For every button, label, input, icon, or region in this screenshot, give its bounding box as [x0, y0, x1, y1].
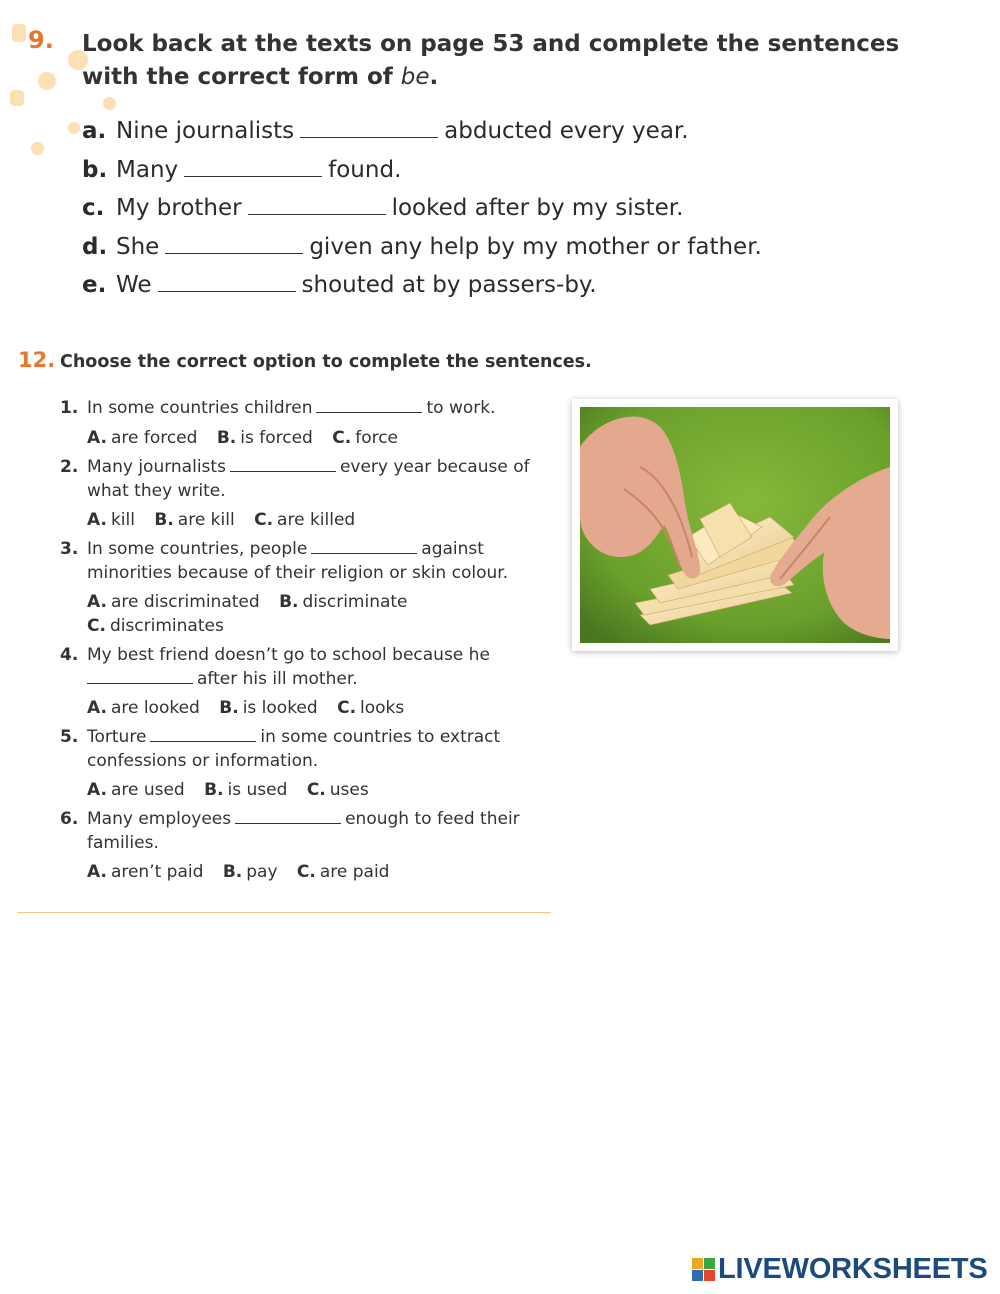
- answer-blank[interactable]: [165, 239, 303, 254]
- exercise-12-number: 12.: [18, 348, 56, 372]
- question-number: 5.: [60, 727, 79, 747]
- item-text-after: abducted every year.: [444, 118, 689, 144]
- exercise-9-number: 9.: [28, 26, 54, 54]
- instruction-end: .: [429, 64, 439, 90]
- option-text: are killed: [277, 510, 356, 530]
- option-letter: A.: [87, 862, 107, 882]
- item-label: b.: [82, 156, 108, 183]
- option-letter: C.: [306, 780, 326, 800]
- answer-blank[interactable]: [184, 162, 322, 177]
- question-number: 1.: [60, 398, 79, 418]
- option-text: are forced: [110, 427, 198, 448]
- item-label: c.: [82, 195, 105, 221]
- option-c[interactable]: [307, 780, 369, 800]
- list-item: [82, 234, 762, 273]
- decorative-dot: [68, 122, 80, 134]
- question-options: [87, 861, 540, 885]
- option-text: is looked: [242, 698, 318, 718]
- option-letter: C.: [337, 698, 357, 718]
- answer-blank[interactable]: [311, 541, 417, 554]
- option-a[interactable]: [87, 592, 260, 612]
- item-text-after: given any help by my mother or father.: [309, 233, 762, 260]
- option-text: discriminates: [109, 615, 224, 636]
- option-letter: A.: [87, 592, 107, 612]
- answer-blank[interactable]: [248, 200, 386, 215]
- question-text: [87, 538, 540, 585]
- question-options: [87, 509, 540, 533]
- question-text-after: enough to feed their families.: [87, 809, 520, 853]
- option-text: looks: [360, 698, 405, 718]
- question-text-before: In some countries, people: [87, 539, 308, 559]
- item-text-before: We: [116, 272, 152, 298]
- question-text-before: My best friend doesn’t go to school because he: [87, 645, 490, 665]
- option-letter: A.: [87, 510, 107, 530]
- question-number: 6.: [60, 809, 79, 829]
- item-label: a.: [82, 118, 107, 144]
- question-text-before: Torture: [87, 727, 147, 747]
- item-label: d.: [82, 233, 108, 260]
- exercise-9-list: [82, 118, 762, 311]
- liveworksheets-logo[interactable]: [692, 1254, 988, 1284]
- money-in-hands-photo: [572, 399, 898, 651]
- option-letter: B.: [204, 780, 224, 800]
- option-c[interactable]: [254, 510, 355, 530]
- exercise-12-instruction: Choose the correct option to complete the sentences.: [60, 352, 592, 372]
- answer-blank[interactable]: [158, 277, 296, 292]
- option-c[interactable]: [87, 616, 224, 636]
- logo-text: LIVEWORKSHEETS: [718, 1252, 988, 1285]
- option-letter: C.: [332, 427, 352, 448]
- option-letter: C.: [296, 862, 316, 882]
- question-text: [87, 397, 540, 421]
- question-4: [60, 644, 540, 721]
- option-text: are discriminated: [110, 592, 260, 612]
- option-b[interactable]: [279, 592, 407, 612]
- answer-blank[interactable]: [230, 459, 336, 472]
- option-letter: B.: [154, 510, 174, 530]
- item-label: e.: [82, 272, 107, 298]
- exercise-9-instruction: [82, 28, 942, 94]
- item-text-before: She: [116, 233, 160, 260]
- decorative-dot: [10, 90, 24, 106]
- option-letter: B.: [219, 698, 239, 718]
- question-text: [87, 456, 540, 503]
- option-a[interactable]: [87, 510, 135, 530]
- option-letter: B.: [222, 862, 243, 882]
- question-text-before: Many employees: [87, 809, 232, 829]
- item-text-after: found.: [328, 156, 402, 183]
- option-letter: A.: [87, 698, 107, 718]
- item-text-before: Nine journalists: [116, 118, 295, 144]
- question-text-after: every year because of what they write.: [87, 457, 530, 501]
- answer-blank[interactable]: [300, 123, 438, 138]
- question-text-before: In some countries children: [87, 398, 313, 418]
- question-options: [87, 779, 540, 803]
- option-text: are looked: [110, 698, 200, 718]
- option-a[interactable]: [87, 862, 203, 882]
- option-text: aren’t paid: [110, 862, 204, 882]
- option-b[interactable]: [217, 428, 313, 448]
- question-text-after: against minorities because of their religion or skin colour.: [87, 539, 509, 583]
- instruction-text: Look back at the texts on page 53 and complete the sentences with the correct form of: [82, 31, 900, 90]
- section-divider: [17, 912, 551, 913]
- question-number: 2.: [60, 457, 79, 477]
- option-letter: A.: [87, 780, 107, 800]
- option-text: are used: [110, 780, 185, 800]
- option-text: kill: [110, 510, 135, 530]
- question-text-after: to work.: [426, 398, 496, 418]
- list-item: [82, 195, 762, 234]
- question-text-before: Many journalists: [87, 457, 226, 477]
- option-text: are paid: [319, 862, 390, 882]
- option-letter: B.: [216, 427, 237, 448]
- list-item: [82, 157, 762, 196]
- option-letter: C.: [254, 510, 274, 530]
- question-options: [87, 427, 540, 451]
- option-text: pay: [246, 862, 278, 882]
- option-text: discriminate: [302, 592, 408, 612]
- option-a[interactable]: [87, 698, 200, 718]
- question-text: [87, 644, 540, 691]
- item-text-after: looked after by my sister.: [391, 195, 684, 221]
- option-text: uses: [329, 780, 369, 800]
- option-c[interactable]: [297, 862, 390, 882]
- answer-blank[interactable]: [316, 400, 422, 413]
- question-options: [87, 697, 540, 721]
- option-c[interactable]: [337, 698, 404, 718]
- option-b[interactable]: [204, 780, 287, 800]
- option-text: is used: [227, 780, 288, 800]
- logo-mark-icon: [692, 1258, 715, 1281]
- photo-illustration: [580, 407, 890, 643]
- list-item: [82, 272, 762, 311]
- question-6: [60, 808, 540, 885]
- question-5: [60, 726, 540, 803]
- option-b[interactable]: [154, 510, 234, 530]
- decorative-dot: [31, 142, 44, 155]
- decorative-dot: [103, 97, 116, 110]
- option-b[interactable]: [223, 862, 278, 882]
- option-letter: B.: [279, 592, 299, 612]
- list-item: [82, 118, 762, 157]
- question-1: [60, 397, 540, 450]
- answer-blank[interactable]: [87, 671, 193, 684]
- question-3: [60, 538, 540, 638]
- answer-blank[interactable]: [235, 811, 341, 824]
- option-text: are kill: [177, 510, 235, 530]
- question-number: 4.: [60, 645, 79, 665]
- decorative-dot: [12, 24, 26, 42]
- decorative-dot: [38, 72, 56, 90]
- item-text-before: Many: [116, 156, 179, 183]
- question-text-after: after his ill mother.: [197, 668, 358, 689]
- answer-blank[interactable]: [150, 729, 256, 742]
- option-text: is forced: [240, 427, 313, 448]
- question-options: [87, 591, 540, 638]
- instruction-italic: be: [400, 64, 430, 90]
- question-text-after: in some countries to extract confessions or information.: [87, 727, 501, 771]
- item-text-after: shouted at by passers-by.: [301, 272, 597, 298]
- option-letter: C.: [87, 615, 106, 636]
- question-text: [87, 726, 540, 773]
- option-c[interactable]: [332, 428, 398, 448]
- item-text-before: My brother: [116, 195, 242, 221]
- option-b[interactable]: [219, 698, 317, 718]
- question-number: 3.: [60, 539, 79, 559]
- option-text: force: [355, 427, 399, 448]
- question-2: [60, 456, 540, 533]
- option-letter: A.: [87, 427, 107, 448]
- option-a[interactable]: [87, 780, 185, 800]
- option-a[interactable]: [87, 428, 197, 448]
- question-text: [87, 808, 540, 855]
